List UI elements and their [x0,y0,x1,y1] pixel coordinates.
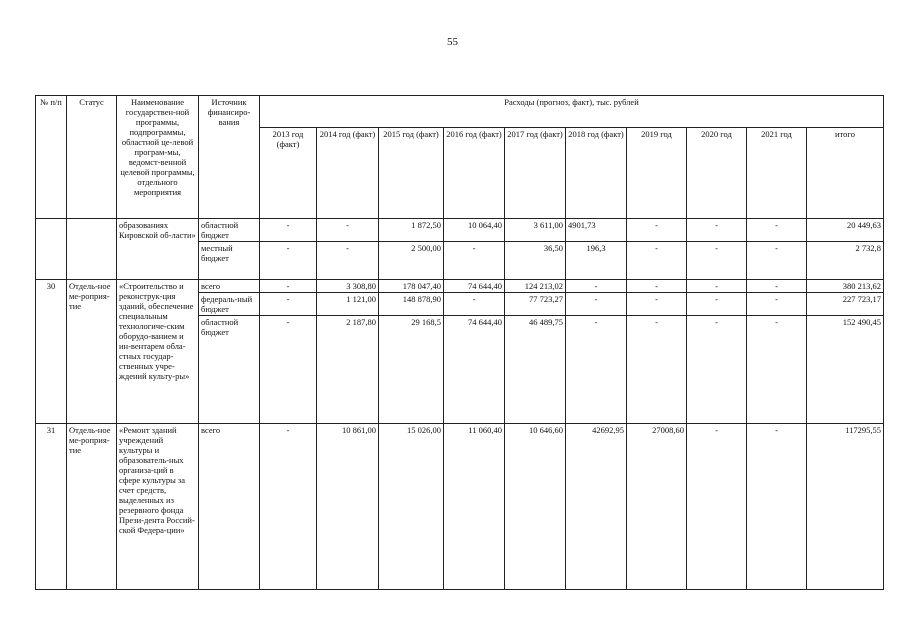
value-cell: 117295,55 [807,424,884,590]
row-name: «Ремонт зданий учреждений культуры и образователь-ных организа-ций в сфере культуры за счет средств, выделенных из резервного фонда Прези-дента Россий-ской Федера-ции» [117,424,199,590]
value-cell: - [687,293,747,316]
budget-table [35,95,884,590]
page-number: 55 [447,36,458,48]
value-cell: - [687,280,747,293]
value-cell: - [260,242,317,280]
header-expenses: Расходы (прогноз, факт), тыс. рублей [260,96,884,128]
value-cell: 1 872,50 [379,219,444,242]
value-cell: 29 168,5 [379,316,444,424]
value-cell: - [627,316,687,424]
value-cell: 10 861,00 [317,424,379,590]
year-header: 2021 год [747,128,807,219]
row-num: 31 [36,424,67,590]
row-source: местный бюджет [199,242,260,280]
value-cell: - [747,316,807,424]
value-cell: - [687,219,747,242]
value-cell: 36,50 [505,242,566,280]
value-cell: 77 723,27 [505,293,566,316]
row-source: всего [199,280,260,293]
header-row [36,96,884,128]
value-cell: 3 611,00 [505,219,566,242]
value-cell: 42692,95 [566,424,627,590]
header-status: Статус [67,96,117,219]
row-status: Отдель-ное ме-роприя-тие [67,280,117,424]
header-num: № п/п [36,96,67,219]
value-cell: 11 060,40 [444,424,505,590]
row-num [36,219,67,280]
value-cell: 2 500,00 [379,242,444,280]
value-cell: - [747,219,807,242]
table-row [36,219,884,242]
value-cell: 2 732,8 [807,242,884,280]
value-cell: 3 308,80 [317,280,379,293]
year-header: 2016 год (факт) [444,128,505,219]
value-cell: - [260,316,317,424]
value-cell: 227 723,17 [807,293,884,316]
value-cell: 74 644,40 [444,280,505,293]
value-cell: - [627,280,687,293]
value-cell: - [260,280,317,293]
row-source: всего [199,424,260,590]
value-cell: 1 121,00 [317,293,379,316]
year-header: 2019 год [627,128,687,219]
row-name: образованиях Кировской об-ласти» [117,219,199,280]
value-cell: 46 489,75 [505,316,566,424]
row-status [67,219,117,280]
value-cell: 178 047,40 [379,280,444,293]
value-cell: 20 449,63 [807,219,884,242]
row-source: федераль-ный бюджет [199,293,260,316]
value-cell: - [687,242,747,280]
row-source: областной бюджет [199,316,260,424]
year-header: 2013 год (факт) [260,128,317,219]
value-cell: - [747,280,807,293]
row-status: Отдель-ное ме-роприя-тие [67,424,117,590]
value-cell: 10 064,40 [444,219,505,242]
value-cell: - [317,219,379,242]
value-cell: 15 026,00 [379,424,444,590]
value-cell: - [687,316,747,424]
value-cell: - [260,219,317,242]
value-cell: - [260,424,317,590]
value-cell: 124 213,02 [505,280,566,293]
value-cell: - [317,242,379,280]
value-cell: 152 490,45 [807,316,884,424]
year-header: 2020 год [687,128,747,219]
value-cell: - [627,293,687,316]
value-cell: 380 213,62 [807,280,884,293]
value-cell: 196,3 [566,242,627,280]
value-cell: - [747,293,807,316]
value-cell: 2 187,80 [317,316,379,424]
header-source: Источник финансиро-вания [199,96,260,219]
year-header: 2017 год (факт) [505,128,566,219]
row-source: областной бюджет [199,219,260,242]
year-header: 2015 год (факт) [379,128,444,219]
value-cell: - [627,219,687,242]
value-cell: - [260,293,317,316]
value-cell: - [627,242,687,280]
value-cell: - [566,316,627,424]
value-cell: 4901,73 [566,219,627,242]
year-header: 2014 год (факт) [317,128,379,219]
row-num: 30 [36,280,67,424]
value-cell: - [566,293,627,316]
value-cell: - [747,242,807,280]
value-cell: - [687,424,747,590]
table-row [36,424,884,590]
value-cell: - [444,242,505,280]
value-cell: - [747,424,807,590]
value-cell: - [566,280,627,293]
total-header: итого [807,128,884,219]
value-cell: 74 644,40 [444,316,505,424]
table-row [36,280,884,293]
value-cell: - [444,293,505,316]
value-cell: 27008,60 [627,424,687,590]
header-name: Наименование государствен-ной программы, подпрограммы, областной це-левой програм-мы, ведомст-венной целевой программы, отдельного мероприятия [117,96,199,219]
row-name: «Строительство и реконструк-ция зданий, обеспечение специальным технологиче-ским оборудо-ванием и ин-вентарем обла-стных государ-ственных учре-ждений культу-ры» [117,280,199,424]
value-cell: 148 878,90 [379,293,444,316]
value-cell: 10 646,60 [505,424,566,590]
year-header: 2018 год (факт) [566,128,627,219]
